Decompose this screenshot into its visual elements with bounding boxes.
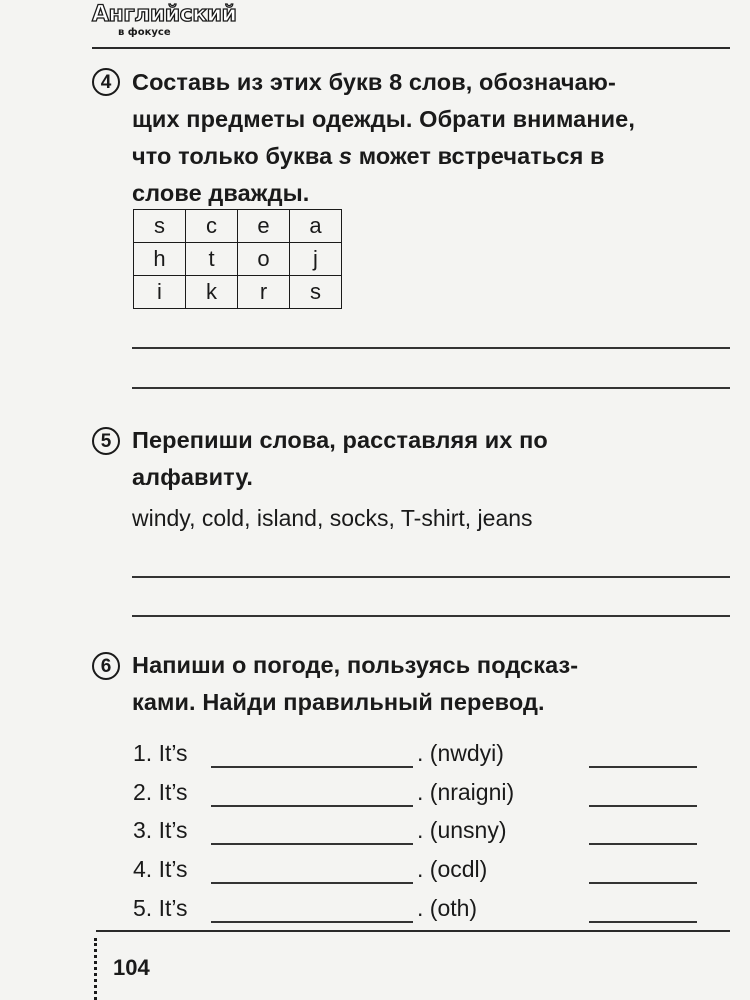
translation-blank[interactable] xyxy=(589,882,697,884)
item-hint: . (nraigni) xyxy=(417,779,515,805)
answer-line[interactable] xyxy=(132,387,730,389)
item-hint: . (unsny) xyxy=(417,817,507,843)
task-4-title-line: Составь из этих букв 8 слов, обозначаю- xyxy=(132,69,616,95)
grid-cell: i xyxy=(134,276,186,309)
item-label: 4. It’s xyxy=(133,856,188,882)
translation-blank[interactable] xyxy=(589,843,697,845)
footer-rule xyxy=(96,930,730,932)
translation-blank[interactable] xyxy=(589,766,697,768)
logo xyxy=(92,2,236,38)
task-6-title-line: ками. Найди правильный перевод. xyxy=(132,689,545,715)
grid-cell: t xyxy=(186,243,238,276)
grid-cell: c xyxy=(186,210,238,243)
grid-row xyxy=(134,210,342,243)
answer-blank[interactable] xyxy=(211,843,413,845)
answer-blank[interactable] xyxy=(211,805,413,807)
answer-blank[interactable] xyxy=(211,921,413,923)
grid-cell: s xyxy=(134,210,186,243)
translation-blank[interactable] xyxy=(589,921,697,923)
logo-subtitle: в фокусе xyxy=(118,27,171,38)
answer-line[interactable] xyxy=(132,576,730,578)
header-rule xyxy=(92,47,730,49)
item-hint: . (nwdyi) xyxy=(417,740,504,766)
task-6-title xyxy=(132,647,732,721)
grid-cell: r xyxy=(238,276,290,309)
grid-cell: h xyxy=(134,243,186,276)
item-hint: . (oth) xyxy=(417,895,478,921)
item-label: 2. It’s xyxy=(133,779,188,805)
letter-s: s xyxy=(338,143,353,169)
task-5-title xyxy=(132,422,732,496)
logo-title: Английский xyxy=(92,2,237,27)
task-5-title-line: Перепиши слова, расставляя их по xyxy=(132,427,548,453)
task-4-title-line: что только буква s может встречаться в xyxy=(132,143,605,169)
translation-blank[interactable] xyxy=(589,805,697,807)
item-hint: . (ocdl) xyxy=(417,856,488,882)
item-label: 1. It’s xyxy=(133,740,188,766)
task-6-title-line: Напиши о погоде, пользуясь подсказ- xyxy=(132,652,579,678)
task-4-title-line: слове дважды. xyxy=(132,180,310,206)
letter-grid xyxy=(133,209,342,309)
answer-line[interactable] xyxy=(132,347,730,349)
word-list: windy, cold, island, socks, T-shirt, jeans xyxy=(132,505,533,531)
task-4-number: 4 xyxy=(92,68,120,96)
grid-cell: e xyxy=(238,210,290,243)
answer-line[interactable] xyxy=(132,615,730,617)
grid-cell: j xyxy=(290,243,342,276)
task-4-title-line: щих предметы одежды. Обрати внимание, xyxy=(132,106,635,132)
grid-cell: a xyxy=(290,210,342,243)
dotted-margin-line xyxy=(94,938,97,1000)
grid-row xyxy=(134,276,342,309)
item-label: 3. It’s xyxy=(133,817,188,843)
task-6-number: 6 xyxy=(92,652,120,680)
answer-blank[interactable] xyxy=(211,766,413,768)
task-5-number: 5 xyxy=(92,427,120,455)
page-number: 104 xyxy=(113,955,150,980)
grid-row xyxy=(134,243,342,276)
grid-cell: o xyxy=(238,243,290,276)
grid-cell: k xyxy=(186,276,238,309)
answer-blank[interactable] xyxy=(211,882,413,884)
task-5-title-line: алфавиту. xyxy=(132,464,254,490)
grid-cell: s xyxy=(290,276,342,309)
item-label: 5. It’s xyxy=(133,895,188,921)
task-4-title xyxy=(132,64,732,212)
